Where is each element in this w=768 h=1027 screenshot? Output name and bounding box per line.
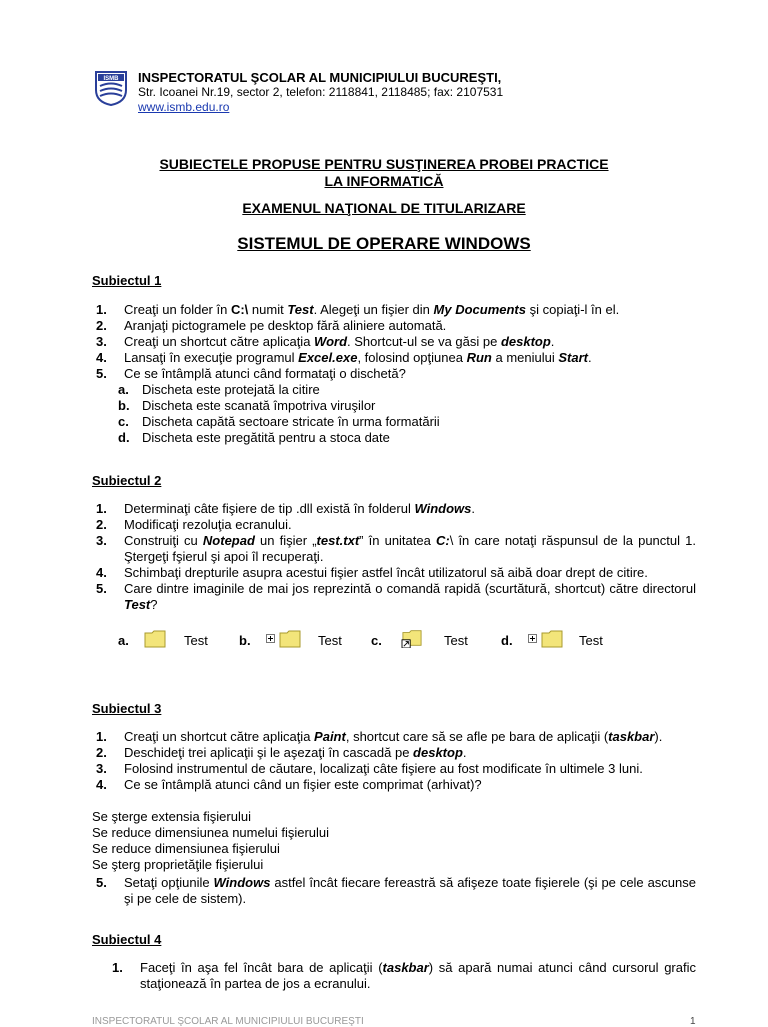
option-label: b.	[239, 633, 251, 648]
page-number: 1	[690, 1016, 696, 1027]
item-text: Creaţi un shortcut către aplicaţia Word. Shortcut-ul se va găsi pe desktop.	[124, 334, 555, 349]
option-label: d.	[501, 633, 513, 648]
item-text: Discheta capătă sectoare stricate în urma formatării	[142, 414, 440, 429]
item-text: Care dintre imaginile de mai jos reprezintă o comandă rapidă (scurtătură, shortcut) către directorul Test?	[124, 581, 696, 612]
list-item	[96, 533, 696, 565]
item-number: 2.	[96, 318, 107, 333]
answer-line: Se şterge extensia fişierului	[92, 809, 251, 824]
list-item	[96, 745, 696, 761]
tree-expand-icon	[266, 634, 275, 643]
list-item	[96, 729, 696, 745]
list-item	[96, 366, 696, 382]
item-number: 1.	[112, 960, 123, 975]
item-number: 4.	[96, 565, 107, 580]
list-item	[96, 565, 696, 581]
item-text: Modificaţi rezoluţia ecranului.	[124, 517, 292, 532]
title-line-2: LA INFORMATICĂ	[324, 173, 444, 189]
option-folder-name: Test	[184, 633, 208, 648]
logo-text: ISMB	[103, 76, 119, 82]
sub-list-item	[96, 398, 696, 414]
option-folder-name: Test	[579, 633, 603, 648]
subject-1-heading: Subiectul 1	[92, 273, 162, 288]
item-text: Creaţi un shortcut către aplicaţia Paint, shortcut care să se afle pe bara de aplicaţii (taskbar).	[124, 729, 663, 744]
title-line-1: SUBIECTELE PROPUSE PENTRU SUSŢINEREA PROBEI PRACTICE	[159, 156, 609, 172]
list-item	[96, 501, 696, 517]
subject-3-heading: Subiectul 3	[92, 701, 162, 716]
exam-title: EXAMENUL NAŢIONAL DE TITULARIZARE	[242, 200, 526, 216]
list-item	[112, 960, 696, 992]
subject-4-heading: Subiectul 4	[92, 932, 162, 947]
sub-list-item	[96, 414, 696, 430]
answer-line: Se şterg proprietăţile fişierului	[92, 857, 264, 872]
subject-1-list	[96, 302, 696, 446]
topic-title: SISTEMUL DE OPERARE WINDOWS	[237, 234, 531, 253]
list-item	[96, 875, 696, 907]
item-number: 1.	[96, 302, 107, 317]
subject-2-heading: Subiectul 2	[92, 473, 162, 488]
item-text: Schimbaţi drepturile asupra acestui fişier astfel încât utilizatorul să aibă doar drept de citire.	[124, 565, 648, 580]
answer-line: Se reduce dimensiunea fişierului	[92, 841, 280, 856]
option-label: c.	[371, 633, 382, 648]
website-link[interactable]: www.ismb.edu.ro	[138, 100, 230, 114]
item-number: 1.	[96, 729, 107, 744]
item-text: Determinaţi câte fişiere de tip .dll există în folderul Windows.	[124, 501, 476, 516]
option-folder-name: Test	[318, 633, 342, 648]
item-text: Folosind instrumentul de căutare, localizaţi câte fişiere au fost modificate în ultimele 3 luni.	[124, 761, 643, 776]
list-item	[96, 517, 696, 533]
item-text: Lansaţi în execuţie programul Excel.exe, folosind opţiunea Run a meniului Start.	[124, 350, 592, 365]
folder-icon	[279, 628, 301, 648]
item-text: Aranjaţi pictogramele pe desktop fără aliniere automată.	[124, 318, 447, 333]
item-number: c.	[118, 414, 129, 429]
shortcut-options	[118, 628, 638, 652]
item-text: Discheta este scanată împotriva viruşilor	[142, 398, 376, 413]
item-number: 3.	[96, 334, 107, 349]
item-number: a.	[118, 382, 129, 397]
option-label: a.	[118, 633, 129, 648]
item-number: 5.	[96, 581, 107, 596]
item-number: 2.	[96, 517, 107, 532]
list-item	[96, 777, 696, 793]
item-text: Ce se întâmplă atunci când un fişier este comprimat (arhivat)?	[124, 777, 482, 792]
folder-icon	[541, 628, 563, 648]
subject-4-list	[112, 960, 696, 992]
list-item	[96, 350, 696, 366]
item-number: 4.	[96, 350, 107, 365]
item-number: 5.	[96, 366, 107, 381]
subject-3-list-continued	[96, 875, 696, 907]
item-text: Construiţi cu Notepad un fişier „test.txt” în unitatea C:\ în care notaţi răspunsul de la punctul 1. Ştergeţi fşierul şi apoi îl recuperaţi.	[124, 533, 696, 564]
item-number: 3.	[96, 533, 107, 548]
ismb-logo-icon	[94, 70, 128, 106]
subject-2-list	[96, 501, 696, 613]
list-item	[96, 581, 696, 613]
title-block	[0, 156, 768, 190]
tree-expand-icon	[528, 634, 537, 643]
item-text: Setaţi opţiunile Windows astfel încât fiecare fereastră să afişeze toate fişierele (şi pe cele ascunse şi pe cele de sistem).	[124, 875, 696, 906]
footer-text: INSPECTORATUL ŞCOLAR AL MUNICIPIULUI BUCUREŞTI	[92, 1016, 364, 1027]
item-number: b.	[118, 398, 130, 413]
item-number: 4.	[96, 777, 107, 792]
sub-list-item	[96, 382, 696, 398]
item-number: 5.	[96, 875, 107, 890]
item-number: d.	[118, 430, 130, 445]
item-number: 2.	[96, 745, 107, 760]
sub-list-item	[96, 430, 696, 446]
item-text: Discheta este pregătită pentru a stoca date	[142, 430, 390, 445]
item-text: Faceţi în aşa fel încât bara de aplicaţii (taskbar) să apară numai atunci când cursorul grafic staţionează în partea de jos a ecranului.	[140, 960, 696, 991]
item-text: Ce se întâmplă atunci când formataţi o dischetă?	[124, 366, 406, 381]
list-item	[96, 318, 696, 334]
list-item	[96, 334, 696, 350]
item-text: Discheta este protejată la citire	[142, 382, 320, 397]
header-block	[138, 70, 503, 115]
folder-shortcut-icon	[401, 628, 423, 648]
subject-1-sublist	[96, 382, 696, 446]
answer-line: Se reduce dimensiunea numelui fişierului	[92, 825, 330, 840]
list-item	[96, 302, 696, 318]
item-text: Deschideţi trei aplicaţii şi le aşezaţi în cascadă pe desktop.	[124, 745, 467, 760]
item-number: 3.	[96, 761, 107, 776]
subject-3-answers	[92, 809, 329, 873]
item-text: Creaţi un folder în C:\ numit Test. Alegeţi un fişier din My Documents şi copiaţi-l în el.	[124, 302, 620, 317]
item-number: 1.	[96, 501, 107, 516]
org-name: INSPECTORATUL ŞCOLAR AL MUNICIPIULUI BUCUREŞTI,	[138, 70, 502, 85]
subject-3-list	[96, 729, 696, 793]
org-address: Str. Icoanei Nr.19, sector 2, telefon: 2118841, 2118485; fax: 2107531	[138, 85, 504, 99]
list-item	[96, 761, 696, 777]
option-folder-name: Test	[444, 633, 468, 648]
folder-icon	[144, 628, 166, 648]
